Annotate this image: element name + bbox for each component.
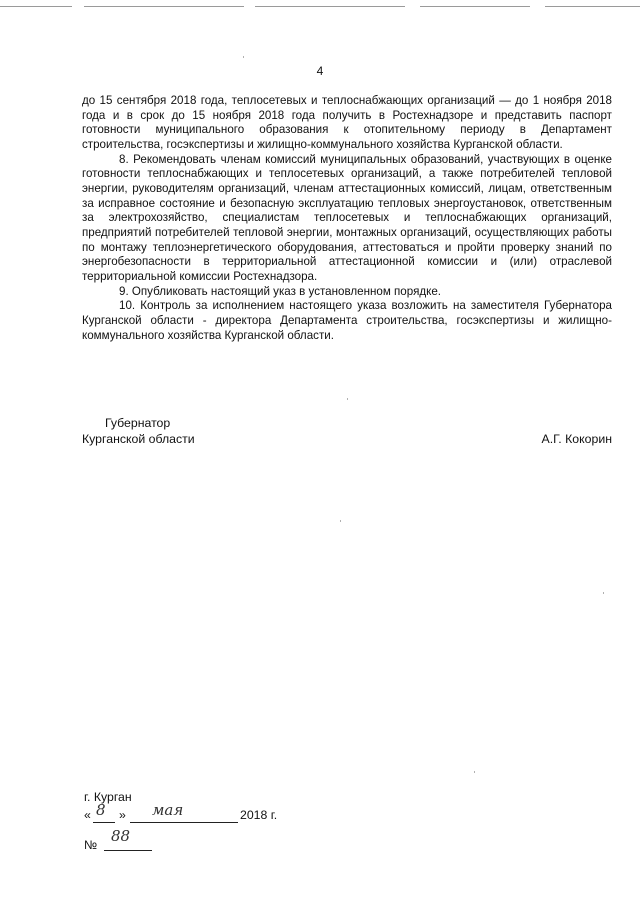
- scan-speck: [347, 398, 348, 400]
- document-body: [82, 94, 612, 343]
- date-close-quote: »: [119, 808, 126, 822]
- signatory-title: Губернатор: [105, 416, 171, 430]
- date-year: 2018 г.: [240, 808, 278, 822]
- date-day: 8: [96, 801, 106, 819]
- number-sign: №: [84, 838, 98, 852]
- place-of-signing: г. Курган: [84, 790, 132, 804]
- paragraph-10: 10. Контроль за исполнением настоящего указа возложить на заместителя Губернатора Курганской области - директора Департамента строительства, госэкспертизы и жилищно-коммунального хозяйства Курганской области.: [82, 299, 612, 342]
- signatory-region: Курганской области: [82, 432, 195, 446]
- page-number: 4: [316, 64, 324, 78]
- paragraph-continuation: до 15 сентября 2018 года, теплосетевых и теплоснабжающих организаций — до 1 ноября 2018 года и в срок до 15 ноября 2018 года получить в Ростехнадзоре и представить паспорт готовности муниципального образования к отопительному периоду в Департамент строительства, госэкспертизы и жилищно-коммунального хозяйства Курганской области.: [82, 94, 612, 151]
- signatory-name: А.Г. Кокорин: [541, 432, 612, 446]
- decree-number: [84, 827, 224, 856]
- number-underline: [104, 850, 152, 851]
- paragraph-8: 8. Рекомендовать членам комиссий муниципальных образований, участвующих в оценке готовности теплоснабжающих и теплосетевых организаций, а также потребителей тепловой энергии, руководителям организаций, членам аттестационных комиссий, лицам, ответственным за исправное состояние и безопасную эксплуатацию тепловых энергоустановок, ответственным за электрохозяйство, специалистам теплосетевых и теплоснабжающих организаций, предприятий потребителей тепловой энергии, монтажных организаций, осуществляющих работы по монтажу теплоэнергетического оборудования, аттестоваться и пройти проверку знаний по энергобезопасности в территориальной аттестационной комиссии и (или) отраслевой территориальной комиссии Ростехнадзора.: [82, 152, 612, 283]
- scan-speck: [603, 592, 604, 594]
- scan-speck: [340, 520, 341, 522]
- scan-artifact-line: [0, 6, 640, 8]
- scan-speck: [243, 56, 244, 58]
- date-month-underline: [130, 822, 238, 823]
- paragraph-9: 9. Опубликовать настоящий указ в установленном порядке.: [119, 284, 441, 298]
- signing-date: [84, 802, 344, 826]
- decree-number-value: 88: [111, 827, 131, 845]
- date-month: мая: [152, 801, 184, 819]
- scan-speck: [474, 771, 475, 773]
- date-day-underline: [93, 822, 115, 823]
- date-open-quote: «: [84, 808, 91, 822]
